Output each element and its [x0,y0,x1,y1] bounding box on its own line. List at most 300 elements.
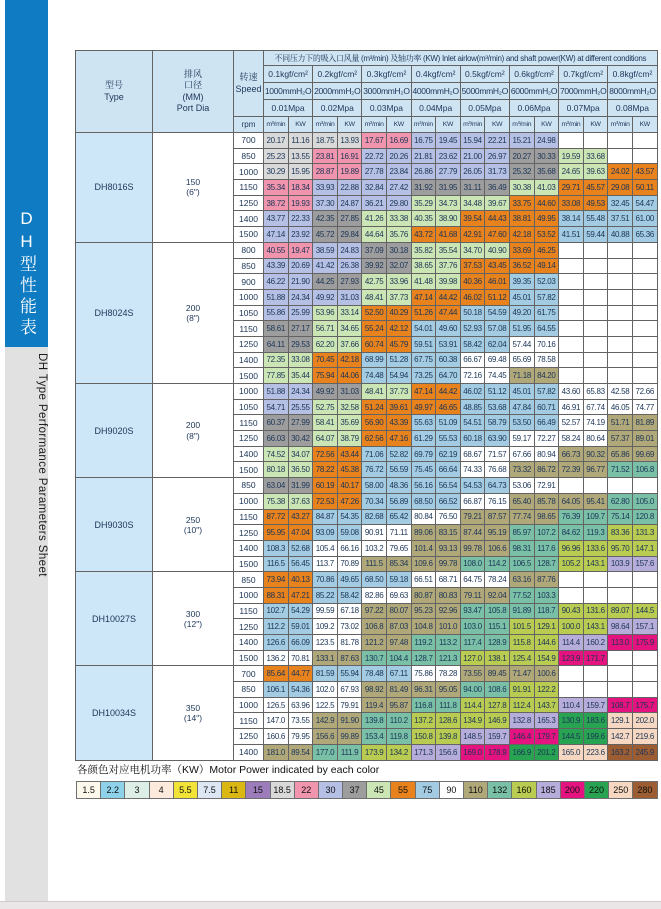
kw-cell: 55.53 [436,431,461,447]
kw-cell: 32.58 [337,399,362,415]
empty-cell [559,587,584,603]
flow-cell: 58.42 [460,336,485,352]
kw-cell: 59.08 [337,525,362,541]
flow-cell: 64.05 [559,493,584,509]
flow-cell: 45.72 [313,227,338,243]
legend-swatch: 3 [124,781,149,799]
kw-cell: 171.7 [583,650,608,666]
kw-cell: 159.7 [583,697,608,713]
kw-cell: 70.81 [288,650,313,666]
kw-cell: 45.57 [583,180,608,196]
kw-cell: 57.82 [534,384,559,400]
kw-cell: 133.6 [583,540,608,556]
flow-cell: 38.14 [559,211,584,227]
table-row [76,666,658,682]
kw-cell: 65.83 [583,384,608,400]
speed-value: 1250 [234,336,264,352]
kw-cell: 31.99 [288,478,313,494]
flow-cell: 33.75 [509,195,534,211]
flow-cell: 24.65 [559,164,584,180]
kw-cell: 111.9 [337,744,362,760]
flow-cell: 66.67 [460,352,485,368]
flow-cell: 80.18 [264,462,289,478]
flow-cell: 125.4 [509,650,534,666]
kw-cell: 35.54 [436,242,461,258]
kw-cell: 95.41 [583,493,608,509]
kw-cell: 43.44 [337,446,362,462]
kw-cell: 101.0 [436,619,461,635]
flow-cell: 55.63 [411,415,436,431]
bottom-strip [0,901,661,909]
speed-value: 700 [234,666,264,682]
flow-cell: 31.92 [411,180,436,196]
kw-cell: 79.91 [337,697,362,713]
empty-cell [608,242,633,258]
flow-cell: 16.75 [411,133,436,149]
flow-unit: m³/min [411,117,436,133]
kw-cell: 44.42 [436,384,461,400]
flow-cell: 146.4 [509,729,534,745]
kw-cell: 95.19 [485,525,510,541]
flow-cell: 55.86 [264,305,289,321]
kw-cell: 72.66 [632,384,657,400]
speed-value: 1000 [234,289,264,305]
flow-cell: 71.18 [509,368,534,384]
flow-cell: 110.4 [559,697,584,713]
empty-cell [559,274,584,290]
flow-cell: 136.2 [264,650,289,666]
kw-cell: 89.45 [485,666,510,682]
kw-cell: 31.03 [337,384,362,400]
kw-cell: 143.7 [534,697,559,713]
flow-cell: 51.71 [608,415,633,431]
kw-cell: 24.87 [337,195,362,211]
kw-cell: 67.11 [386,666,411,682]
flow-cell: 40.88 [608,227,633,243]
flow-cell: 72.56 [313,446,338,462]
kw-cell: 31.03 [337,289,362,305]
header-kgf: 0.8kgf/cm² [608,66,657,83]
flow-unit: m³/min [313,117,338,133]
empty-cell [559,133,584,149]
flow-cell: 37.09 [362,242,387,258]
kw-cell: 59.44 [583,227,608,243]
kw-cell: 96.77 [583,462,608,478]
kw-cell: 36.49 [485,180,510,196]
power-unit: KW [337,117,362,133]
kw-cell: 41.03 [534,180,559,196]
kw-cell: 56.59 [386,462,411,478]
flow-cell: 58.00 [362,478,387,494]
empty-cell [632,666,657,682]
kw-cell: 131.3 [632,525,657,541]
kw-cell: 46.25 [534,242,559,258]
table-row [76,133,658,149]
kw-cell: 42.12 [386,321,411,337]
flow-cell: 29.71 [559,180,584,196]
kw-cell: 52.82 [386,446,411,462]
kw-cell: 24.34 [288,289,313,305]
kw-cell: 78.28 [436,666,461,682]
legend-swatch: 11 [221,781,246,799]
flow-cell: 59.51 [411,336,436,352]
flow-cell: 87.44 [460,525,485,541]
kw-cell: 39.63 [583,164,608,180]
flow-cell: 111.5 [362,556,387,572]
kw-cell: 81.49 [386,682,411,698]
flow-cell: 108.7 [608,697,633,713]
kw-cell: 83.15 [436,525,461,541]
flow-cell: 75.45 [411,462,436,478]
kw-cell: 66.64 [436,462,461,478]
flow-cell: 72.39 [559,462,584,478]
flow-cell: 66.03 [264,431,289,447]
model-name: DH8024S [76,242,153,383]
kw-cell: 71.57 [485,446,510,462]
empty-cell [608,289,633,305]
kw-cell: 91.90 [337,713,362,729]
kw-cell: 70.89 [337,556,362,572]
flow-cell: 49.20 [509,305,534,321]
flow-cell: 74.52 [264,446,289,462]
flow-cell: 103.2 [362,540,387,556]
empty-cell [583,572,608,588]
speed-value: 1400 [234,744,264,760]
flow-cell: 21.81 [411,148,436,164]
flow-cell: 99.78 [460,540,485,556]
kw-cell: 33.08 [288,352,313,368]
legend-swatch: 45 [366,781,391,799]
kw-cell: 59.01 [288,619,313,635]
kw-cell: 105.0 [632,493,657,509]
legend-swatch: 4 [149,781,174,799]
kw-cell: 18.34 [288,180,313,196]
header-mpa: 0.05Mpa [460,100,509,117]
speed-value: 1150 [234,321,264,337]
kw-cell: 202.0 [632,713,657,729]
kw-cell: 160.2 [583,635,608,651]
kw-cell: 19.93 [288,195,313,211]
kw-cell: 66.52 [436,493,461,509]
speed-value: 1400 [234,446,264,462]
flow-cell: 50.18 [460,305,485,321]
sidebar-title-cn: DH型性能表 [17,209,36,339]
speed-value: 850 [234,258,264,274]
flow-cell: 109.6 [411,556,436,572]
kw-cell: 19.47 [288,242,313,258]
kw-cell: 109.7 [583,509,608,525]
flow-cell: 98.31 [509,540,534,556]
flow-cell: 128.7 [411,650,436,666]
kw-cell: 37.76 [436,258,461,274]
flow-cell: 61.29 [411,431,436,447]
flow-cell: 51.24 [362,399,387,415]
flow-cell: 73.94 [264,572,289,588]
kw-cell: 70.16 [534,336,559,352]
kw-cell: 78.58 [534,352,559,368]
flow-cell: 69.79 [411,446,436,462]
flow-cell: 71.52 [608,462,633,478]
flow-cell: 43.77 [264,211,289,227]
flow-cell: 57.44 [509,336,534,352]
kw-cell: 154.9 [534,650,559,666]
speed-value: 1000 [234,697,264,713]
header-mm: 3000mmH₂O [362,83,411,100]
power-unit: KW [534,117,559,133]
empty-cell [559,258,584,274]
flow-cell: 72.53 [313,493,338,509]
flow-cell: 166.9 [509,744,534,760]
flow-cell: 71.06 [362,446,387,462]
flow-cell: 40.55 [264,242,289,258]
header-mm: 6000mmH₂O [509,83,558,100]
kw-cell: 80.83 [436,587,461,603]
flow-cell: 81.59 [313,666,338,682]
flow-cell: 74.48 [362,368,387,384]
kw-cell: 49.60 [436,321,461,337]
header-kgf: 0.1kgf/cm² [264,66,313,83]
kw-cell: 44.60 [534,195,559,211]
flow-cell: 70.86 [313,572,338,588]
flow-cell: 52.57 [559,415,584,431]
empty-cell [632,352,657,368]
flow-cell: 25.32 [509,164,534,180]
power-unit: KW [288,117,313,133]
flow-cell: 77.74 [509,509,534,525]
flow-cell: 137.2 [411,713,436,729]
empty-cell [632,336,657,352]
flow-cell: 57.37 [608,431,633,447]
flow-cell: 73.55 [460,666,485,682]
kw-cell: 35.44 [288,368,313,384]
kw-cell: 76.50 [436,509,461,525]
empty-cell [632,242,657,258]
flow-cell: 139.8 [362,713,387,729]
kw-cell: 134.2 [386,744,411,760]
header-mm: 8000mmH₂O [608,83,657,100]
kw-cell: 49.65 [337,572,362,588]
kw-cell: 19.89 [337,164,362,180]
kw-cell: 245.9 [632,744,657,760]
flow-cell: 80.84 [411,509,436,525]
empty-cell [608,650,633,666]
kw-cell: 201.2 [534,744,559,760]
flow-cell: 54.71 [264,399,289,415]
kw-cell: 144.5 [632,603,657,619]
flow-cell: 44.25 [313,274,338,290]
kw-cell: 13.93 [337,133,362,149]
flow-cell: 56.90 [362,415,387,431]
flow-cell: 76.72 [362,462,387,478]
speed-value: 1000 [234,493,264,509]
kw-cell: 34.07 [288,446,313,462]
flow-cell: 96.31 [411,682,436,698]
legend-swatch: 185 [536,781,561,799]
kw-cell: 26.97 [485,148,510,164]
empty-cell [632,572,657,588]
flow-cell: 66.73 [559,446,584,462]
model-name: DH8016S [76,133,153,243]
flow-cell: 46.02 [460,384,485,400]
kw-cell: 40.29 [386,305,411,321]
kw-cell: 69.63 [386,587,411,603]
speed-value: 1250 [234,431,264,447]
flow-unit: m³/min [460,117,485,133]
kw-cell: 74.45 [485,368,510,384]
flow-cell: 100.0 [559,619,584,635]
empty-cell [583,682,608,698]
kw-cell: 67.18 [337,603,362,619]
kw-cell: 58.79 [485,415,510,431]
speed-value: 1250 [234,195,264,211]
kw-cell: 40.17 [337,478,362,494]
power-unit: KW [583,117,608,133]
kw-cell: 54.35 [337,509,362,525]
flow-cell: 66.51 [411,572,436,588]
flow-cell: 39.92 [362,258,387,274]
flow-cell: 64.07 [313,431,338,447]
kw-cell: 59.18 [386,572,411,588]
kw-cell: 22.33 [288,211,313,227]
flow-cell: 42.91 [460,227,485,243]
flow-cell: 106.5 [509,556,534,572]
flow-cell: 160.6 [264,729,289,745]
empty-cell [559,478,584,494]
kw-cell: 113.2 [436,635,461,651]
kw-cell: 16.91 [337,148,362,164]
model-name: DH10034S [76,666,153,760]
flow-cell: 17.67 [362,133,387,149]
kw-cell: 67.74 [583,399,608,415]
flow-cell: 38.72 [264,195,289,211]
flow-cell: 72.35 [264,352,289,368]
kw-cell: 33.68 [583,148,608,164]
empty-cell [559,336,584,352]
legend-title: 各颜色对应电机功率（KW）Motor Power indicated by each color [77,764,380,776]
speed-value: 900 [234,274,264,290]
kw-cell: 27.79 [436,164,461,180]
kw-cell: 108.6 [485,682,510,698]
flow-cell: 24.02 [608,164,633,180]
flow-cell: 41.26 [362,211,387,227]
flow-cell: 38.65 [411,258,436,274]
speed-value: 1500 [234,462,264,478]
kw-cell: 35.76 [386,227,411,243]
kw-cell: 47.21 [288,587,313,603]
kw-cell: 24.34 [288,384,313,400]
flow-cell: 40.35 [411,211,436,227]
kw-cell: 35.68 [534,164,559,180]
kw-cell: 51.12 [485,289,510,305]
kw-cell: 97.48 [386,635,411,651]
kw-cell: 45.38 [337,462,362,478]
flow-cell: 72.16 [460,368,485,384]
empty-cell [632,682,657,698]
empty-cell [608,148,633,164]
flow-cell: 75.86 [411,666,436,682]
kw-cell: 47.16 [386,431,411,447]
empty-cell [632,289,657,305]
kw-cell: 62.04 [485,336,510,352]
kw-cell: 27.99 [288,415,313,431]
empty-cell [632,478,657,494]
flow-cell: 73.25 [411,368,436,384]
kw-cell: 39.98 [436,274,461,290]
kw-cell: 144.6 [534,635,559,651]
flow-cell: 68.50 [411,493,436,509]
kw-cell: 25.55 [288,399,313,415]
flow-cell: 31.11 [460,180,485,196]
power-unit: KW [632,117,657,133]
flow-cell: 90.43 [559,603,584,619]
kw-cell: 23.84 [386,164,411,180]
flow-cell: 169.0 [460,744,485,760]
legend-swatch: 110 [463,781,488,799]
kw-cell: 11.16 [288,133,313,149]
flow-cell: 43.60 [559,384,584,400]
flow-cell: 119.2 [411,635,436,651]
flow-cell: 47.84 [509,399,534,415]
kw-cell: 178.9 [485,744,510,760]
kw-cell: 27.42 [386,180,411,196]
flow-cell: 21.00 [460,148,485,164]
kw-cell: 63.96 [288,697,313,713]
empty-cell [632,133,657,149]
flow-unit: m³/min [559,117,584,133]
speed-value: 850 [234,572,264,588]
kw-cell: 66.16 [337,540,362,556]
kw-cell: 44.06 [337,368,362,384]
kw-cell: 44.77 [288,666,313,682]
empty-cell [583,336,608,352]
empty-cell [632,305,657,321]
legend-swatch: 22 [294,781,319,799]
kw-cell: 46.01 [485,274,510,290]
flow-cell: 52.50 [362,305,387,321]
flow-cell: 60.37 [264,415,289,431]
kw-cell: 103.3 [534,587,559,603]
kw-cell: 138.1 [485,650,510,666]
flow-cell: 108.0 [460,556,485,572]
header-mpa: 0.07Mpa [559,100,608,117]
legend-swatch: 5.5 [173,781,198,799]
speed-value: 1150 [234,415,264,431]
kw-cell: 33.14 [337,305,362,321]
kw-cell: 79.95 [288,729,313,745]
empty-cell [559,289,584,305]
header-kgf: 0.6kgf/cm² [509,66,558,83]
flow-cell: 46.91 [559,399,584,415]
kw-cell: 37.73 [386,384,411,400]
flow-cell: 40.36 [460,274,485,290]
kw-cell: 49.14 [534,258,559,274]
flow-cell: 26.05 [460,164,485,180]
kw-cell: 159.7 [485,729,510,745]
flow-cell: 112.4 [509,697,534,713]
flow-cell: 46.02 [460,289,485,305]
flow-cell: 87.72 [264,509,289,525]
kw-cell: 44.42 [436,289,461,305]
flow-cell: 48.85 [460,399,485,415]
kw-cell: 23.62 [436,148,461,164]
kw-cell: 80.07 [386,603,411,619]
flow-cell: 132.8 [509,713,534,729]
flow-cell: 75.94 [313,368,338,384]
kw-cell: 49.95 [534,211,559,227]
kw-cell: 35.69 [337,415,362,431]
kw-cell: 65.42 [386,509,411,525]
empty-cell [608,368,633,384]
